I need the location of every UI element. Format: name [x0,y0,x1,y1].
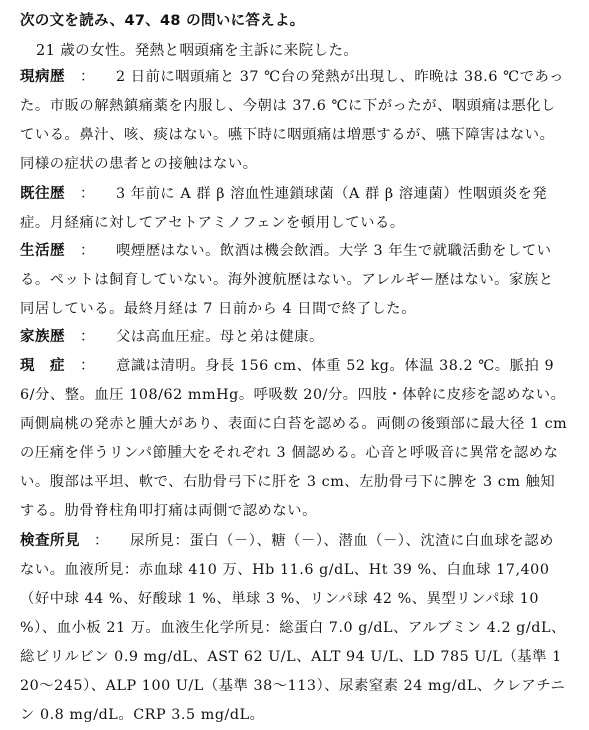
section-label: 家族歴 [20,329,65,345]
section-label: 既往歴 [20,186,65,202]
section-label: 検査所見 [20,533,80,549]
label-colon: ： [80,186,95,202]
section-text: 父は高血圧症。母と弟は健康。 [116,329,324,345]
label-colon: ： [80,358,95,374]
section-text: 3 年前に A 群 β 溶血性連鎖球菌（A 群 β 溶連菌）性咽頭炎を発症。月経痛に対してアセトアミノフェンを頓用している。 [20,186,548,231]
label-colon: ： [94,533,109,549]
section-text: 2 日前に咽頭痛と 37 ℃台の発熱が出現し、昨晩は 38.6 ℃であった。市販の解熱鎮痛薬を内服し、今朝は 37.6 ℃に下がったが、咽頭痛は悪化している。鼻汁、咳、痰はない。嚥下時に咽頭痛は増悪するが、嚥下障害はない。同様の症状の患者との接触はない。 [20,69,565,172]
section-text: 喫煙歴はない。飲酒は機会飲酒。大学 3 年生で就職活動をしている。ペットは飼育していない。海外渡航歴はない。アレルギー歴はない。家族と同居している。最終月経は 7 日前から 4 日間で終了した。 [20,243,554,317]
question-heading: 次の文を読み、47、48 の問いに答えよ。 [20,13,305,29]
label-colon: ： [80,243,95,259]
label-colon: ： [80,329,95,345]
section-label: 生活歴 [20,243,65,259]
section-label: 現 症 [20,358,65,374]
section-text: 尿所見：蛋白（－）、糖（－）、潜血（－）、沈渣に白血球を認めない。血液所見：赤血球 410 万、Hb 11.6 g/dL、Ht 39 %、白血球 17,400（好中球 44 %、好酸球 1 %、単球 3 %、リンパ球 42 %、異型リンパ球 10 %）、血小板 21 万。血液生化学所見：総蛋白 7.0 g/dL、アルブミン 4.2 g/dL、総ビリルビン 0.9 mg/dL、AST 62 U/L、ALT 94 U/L、LD 785 U/L（基準 120～245）、ALP 100 U/L（基準 38～113）、尿素窒素 24 mg/dL、クレアチニン 0.8 mg/dL。CRP 3.5 mg/dL。 [20,533,566,723]
label-colon: ： [80,69,95,85]
section-text: 意識は清明。身長 156 cm、体重 52 kg。体温 38.2 ℃。脈拍 96/分、整。血圧 108/62 mmHg。呼吸数 20/分。四肢・体幹に皮疹を認めない。両側扁桃の発赤と腫大があり、表面に白苔を認める。両側の後頸部に最大径 1 cm の圧痛を伴うリンパ節腫大をそれぞれ 3 個認める。心音と呼吸音に異常を認めない。腹部は平坦、軟で、右肋骨弓下に肝を 3 cm、左肋骨弓下に脾を 3 cm 触知する。肋骨脊柱角叩打痛は両側で認めない。 [20,358,568,519]
case-intro: 21 歳の女性。発熱と咽頭痛を主訴に来院した。 [36,43,359,59]
section-label: 現病歴 [20,69,65,85]
